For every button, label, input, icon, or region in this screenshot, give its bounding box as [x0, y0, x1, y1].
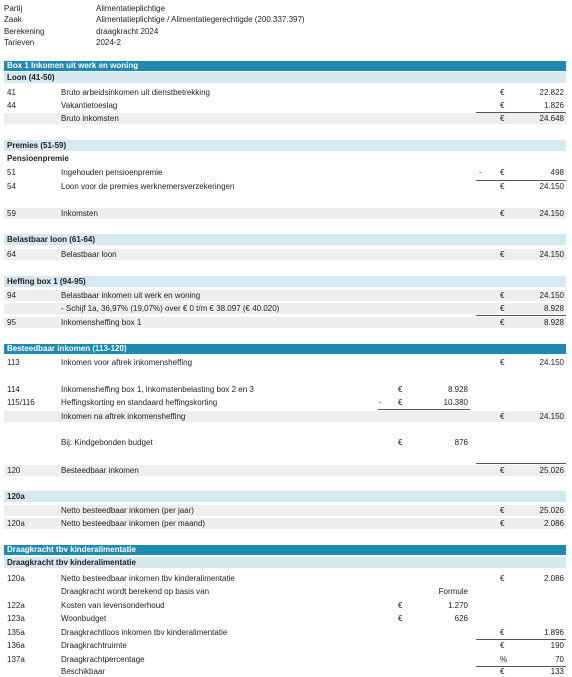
subsection-premies: Premies (51-59) — [4, 140, 566, 151]
info-value: draagkracht 2024 — [96, 27, 159, 36]
info-label: Zaak — [4, 15, 22, 24]
subsection-draagkracht: Draagkracht tbv kinderalimentatie — [4, 557, 566, 568]
subsection-loon: Loon (41-50) — [4, 72, 566, 83]
subsubsection-pensioenpremie: Pensioenpremie — [7, 154, 69, 163]
subsection-120a: 120a — [4, 491, 566, 502]
info-label: Tarieven — [4, 38, 35, 47]
info-label: Partij — [4, 4, 23, 13]
subsection-heffing: Heffing box 1 (94-95) — [4, 276, 566, 287]
info-label: Berekening — [4, 27, 45, 36]
info-value: 2024-2 — [96, 38, 121, 47]
divider — [476, 315, 566, 316]
section-header-draagkracht: Draagkracht tbv kinderalimentatie — [4, 545, 566, 555]
section-header-besteedbaar: Besteedbaar inkomen (113-120) — [4, 344, 566, 354]
divider — [476, 463, 566, 464]
subsection-belastbaar: Belastbaar loon (61-64) — [4, 234, 566, 245]
info-value: Alimentatieplichtige — [96, 4, 165, 13]
section-header-box1: Box 1 Inkomen uit werk en woning — [4, 61, 566, 71]
info-value: Alimentatieplichtige / Alimentatiegerechtigde (200.337.397) — [96, 15, 305, 24]
divider — [378, 409, 470, 410]
